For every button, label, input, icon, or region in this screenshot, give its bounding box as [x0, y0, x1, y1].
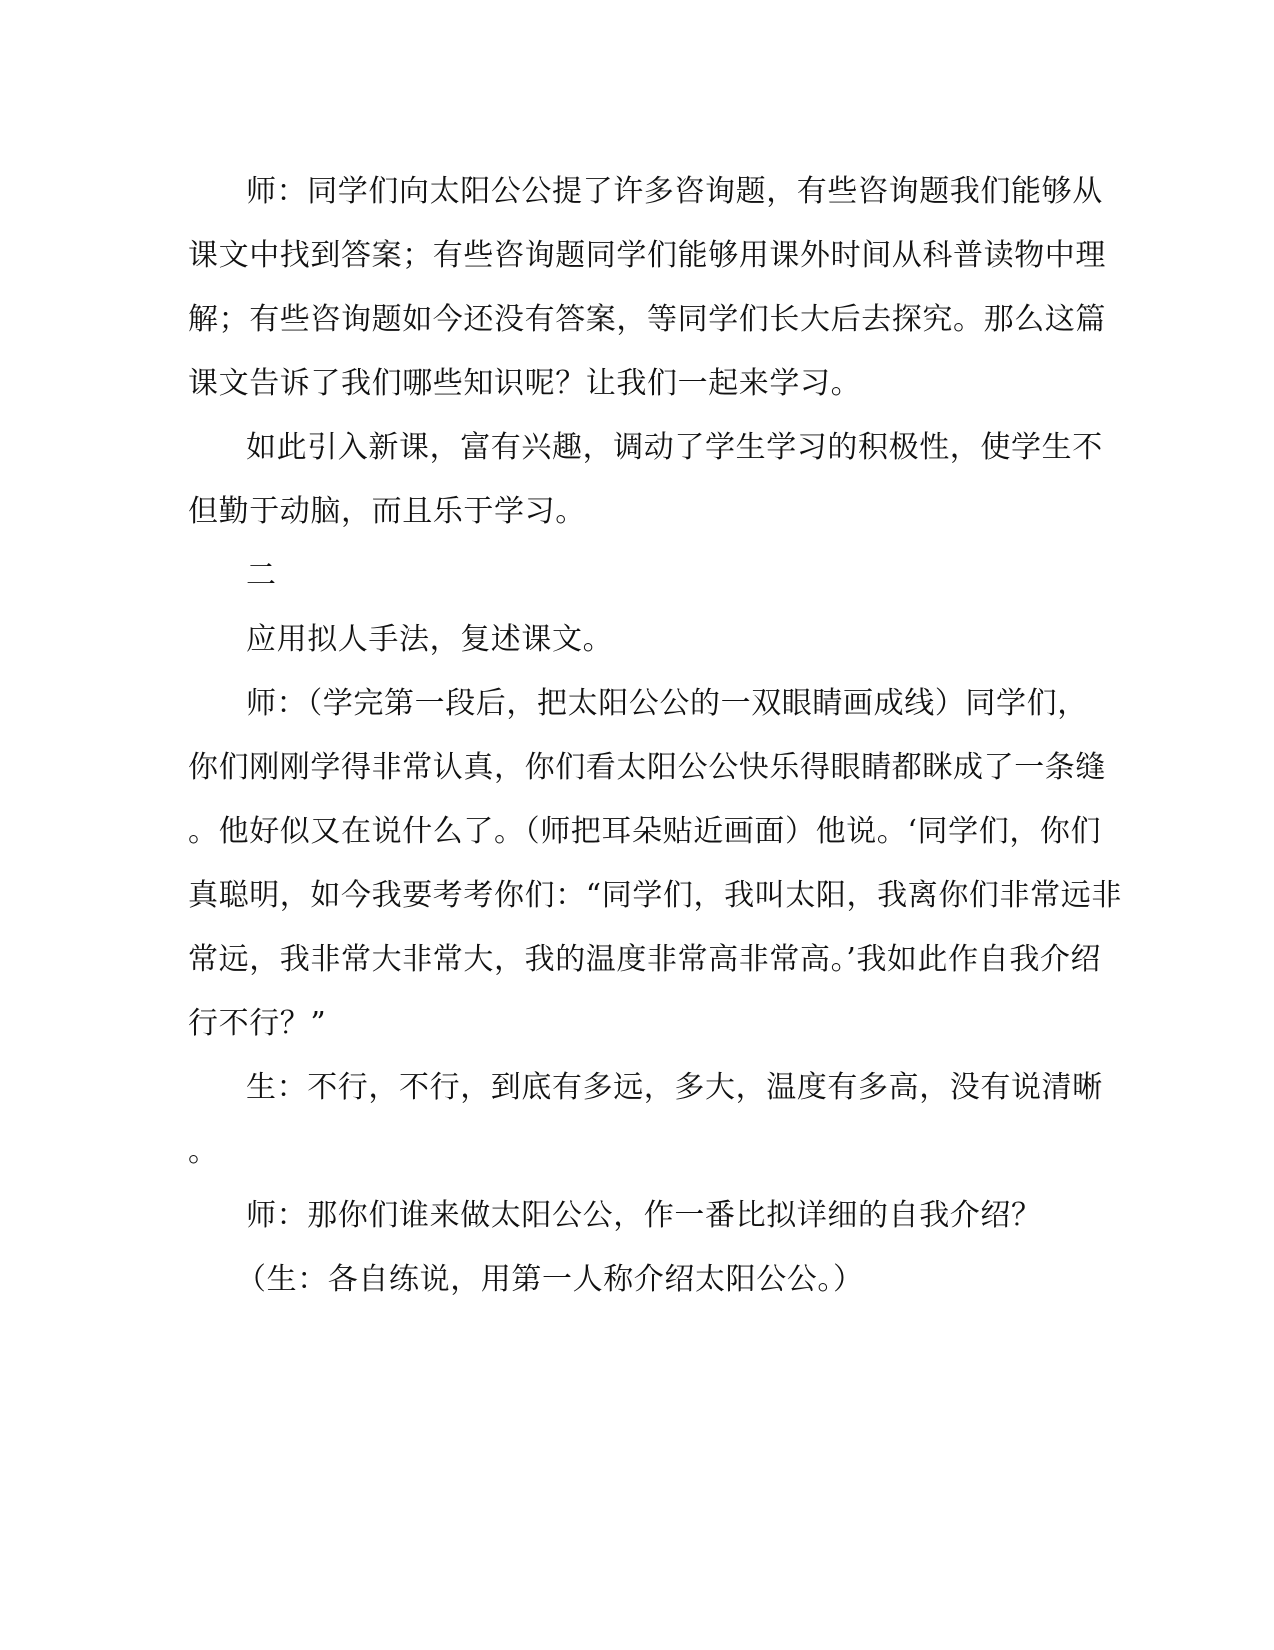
paragraph-5-line-1: 师：那你们谁来做太阳公公，作一番比拟详细的自我介绍？ — [246, 1198, 1042, 1233]
paragraph-3-line-6: 行不行？” — [188, 1006, 327, 1041]
paragraph-3-line-2: 你们刚刚学得非常认真，你们看太阳公公快乐得眼睛都眯成了一条缝 — [188, 750, 1106, 785]
paragraph-3-line-4: 真聪明，如今我要考考你们：“同学们，我叫太阳，我离你们非常远非 — [188, 878, 1122, 913]
paragraph-1-line-1: 师：同学们向太阳公公提了许多咨询题，有些咨询题我们能够从 — [246, 174, 1103, 209]
paragraph-1-line-3: 解；有些咨询题如今还没有答案，等同学们长大后去探究。那么这篇 — [188, 302, 1106, 337]
paragraph-2-line-2: 但勤于动脑，而且乐于学习。 — [188, 494, 586, 529]
paragraph-3-line-3: 。他好似又在说什么了。（师把耳朵贴近画面）他说。‘同学们，你们 — [188, 814, 1102, 849]
paragraph-2-line-1: 如此引入新课，富有兴趣，调动了学生学习的积极性，使学生不 — [246, 430, 1103, 465]
section-heading: 应用拟人手法，复述课文。 — [246, 622, 614, 657]
section-number: 二 — [246, 558, 277, 593]
paragraph-4-line-2: 。 — [188, 1134, 219, 1169]
paragraph-1-line-2: 课文中找到答案；有些咨询题同学们能够用课外时间从科普读物中理 — [188, 238, 1106, 273]
paragraph-3-line-1: 师：（学完第一段后，把太阳公公的一双眼睛画成线）同学们， — [246, 686, 1088, 721]
paragraph-6-line-1: （生：各自练说，用第一人称介绍太阳公公。） — [236, 1262, 864, 1297]
document-body — [188, 160, 1122, 1312]
paragraph-1-line-4: 课文告诉了我们哪些知识呢？让我们一起来学习。 — [188, 366, 862, 401]
paragraph-3-line-5: 常远，我非常大非常大，我的温度非常高非常高。’我如此作自我介绍 — [188, 942, 1102, 977]
paragraph-4-line-1: 生：不行，不行，到底有多远，多大，温度有多高，没有说清晰 — [246, 1070, 1103, 1105]
